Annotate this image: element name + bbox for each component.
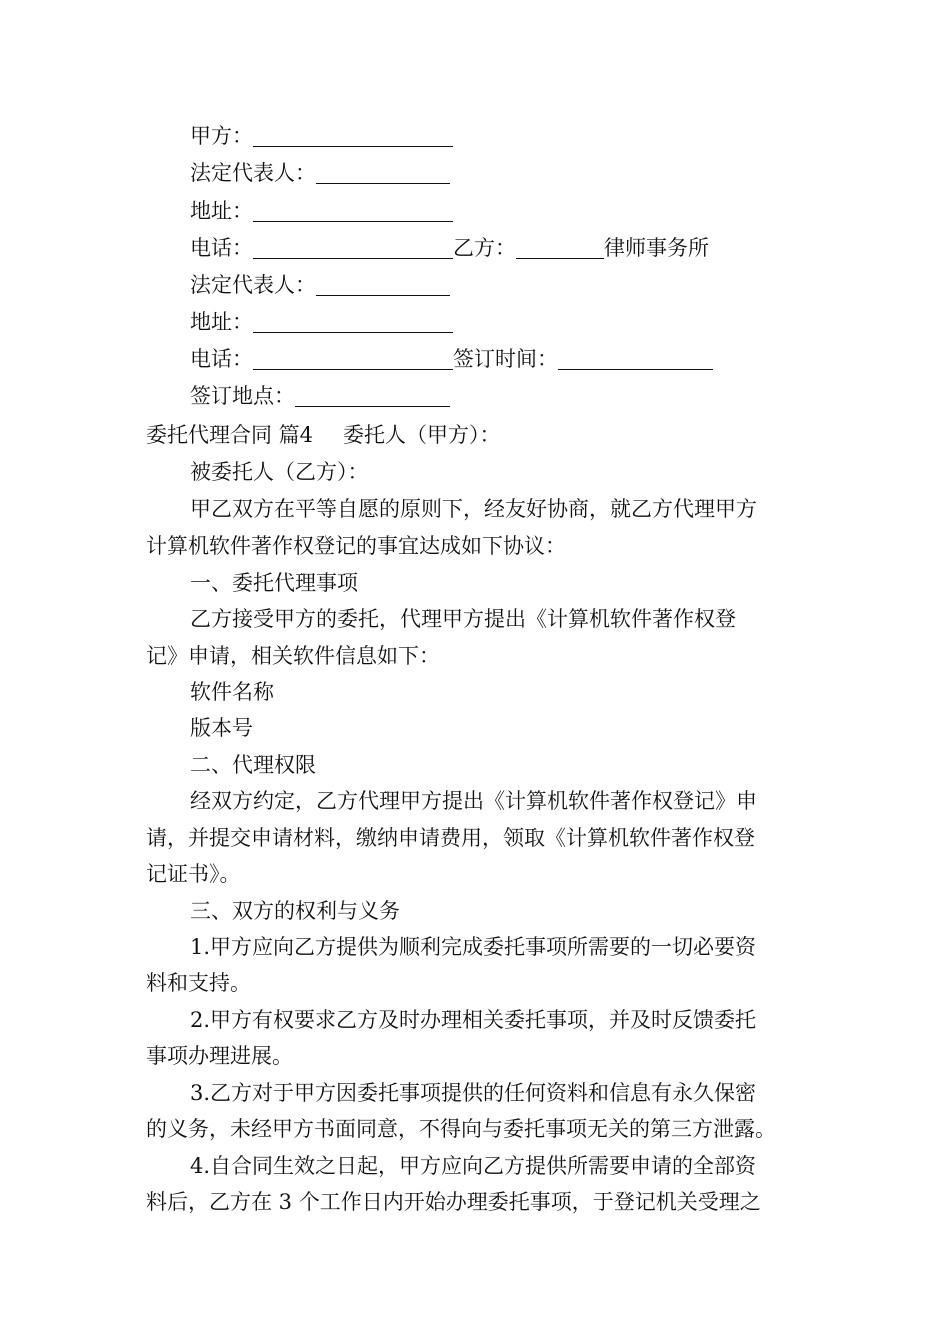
- party-b-phone-label: 电话：: [190, 347, 253, 371]
- software-name-item: 软件名称: [190, 680, 274, 704]
- party-a-phone-line: [190, 233, 709, 263]
- clause-3-line-1: 3.乙方对于甲方因委托事项提供的任何资料和信息有永久保密: [190, 1081, 757, 1105]
- contract-heading: 委托代理合同 篇4: [146, 423, 314, 447]
- agent-label: 被委托人（乙方）：: [190, 460, 369, 484]
- party-b-addr-blank: [253, 310, 453, 333]
- party-b-phone-line: [190, 344, 713, 374]
- party-a-name-label: 甲方：: [190, 124, 253, 148]
- clause-4-line-2: 料后，乙方在 3 个工作日内开始办理委托事项，于登记机关受理之: [146, 1190, 761, 1214]
- section-1-title: 一、委托代理事项: [190, 571, 358, 595]
- section-2-para-line-2: 请，并提交申请材料，缴纳申请费用，领取《计算机软件著作权登: [146, 826, 755, 850]
- party-a-addr-blank: [253, 199, 453, 222]
- signing-place-blank: [295, 384, 450, 407]
- section-1-para-line-1: 乙方接受甲方的委托，代理甲方提出《计算机软件著作权登: [190, 607, 736, 631]
- party-a-addr-label: 地址：: [190, 199, 253, 223]
- party-b-addr-line: [190, 307, 453, 337]
- section-2-para-line-3: 记证书》。: [146, 862, 241, 886]
- signing-time-blank: [558, 347, 713, 370]
- party-b-rep-line: [190, 270, 450, 300]
- clause-2-line-2: 事项办理进展。: [146, 1044, 293, 1068]
- party-a-rep-label: 法定代表人：: [190, 161, 316, 185]
- clause-1-line-2: 料和支持。: [146, 971, 251, 995]
- party-b-name-blank: [516, 236, 604, 259]
- version-item: 版本号: [190, 716, 253, 740]
- clause-3-line-2: 的义务，未经甲方书面同意，不得向与委托事项无关的第三方泄露。: [146, 1117, 776, 1141]
- signing-place-label: 签订地点：: [190, 384, 295, 408]
- party-a-name-blank: [253, 124, 453, 147]
- intro-line-2: 计算机软件著作权登记的事宜达成如下协议：: [146, 534, 566, 558]
- party-b-phone-blank: [253, 347, 453, 370]
- party-a-rep-blank: [316, 161, 450, 184]
- clause-4-line-1: 4.自合同生效之日起，甲方应向乙方提供所需要申请的全部资: [190, 1154, 757, 1178]
- section-3-title: 三、双方的权利与义务: [190, 899, 400, 923]
- client-label: 委托人（甲方）：: [343, 423, 501, 447]
- party-a-phone-blank: [253, 236, 453, 259]
- clause-2-line-1: 2.甲方有权要求乙方及时办理相关委托事项，并及时反馈委托: [190, 1008, 757, 1032]
- party-b-rep-label: 法定代表人：: [190, 273, 316, 297]
- party-b-firm-suffix: 律师事务所: [604, 236, 709, 260]
- party-a-name-line: [190, 121, 453, 151]
- contract-heading-line: [146, 420, 501, 450]
- intro-line-1: 甲乙双方在平等自愿的原则下，经友好协商，就乙方代理甲方: [190, 497, 757, 521]
- party-b-name-label: 乙方：: [453, 236, 516, 260]
- section-1-para-line-2: 记》申请，相关软件信息如下：: [146, 644, 440, 668]
- signing-place-line: [190, 381, 450, 411]
- party-a-phone-label: 电话：: [190, 236, 253, 260]
- party-a-rep-line: [190, 158, 450, 188]
- signing-time-label: 签订时间：: [453, 347, 558, 371]
- party-b-rep-blank: [316, 273, 450, 296]
- clause-1-line-1: 1.甲方应向乙方提供为顺利完成委托事项所需要的一切必要资: [190, 935, 757, 959]
- party-b-addr-label: 地址：: [190, 310, 253, 334]
- party-a-addr-line: [190, 196, 453, 226]
- section-2-para-line-1: 经双方约定，乙方代理甲方提出《计算机软件著作权登记》申: [190, 789, 757, 813]
- section-2-title: 二、代理权限: [190, 753, 316, 777]
